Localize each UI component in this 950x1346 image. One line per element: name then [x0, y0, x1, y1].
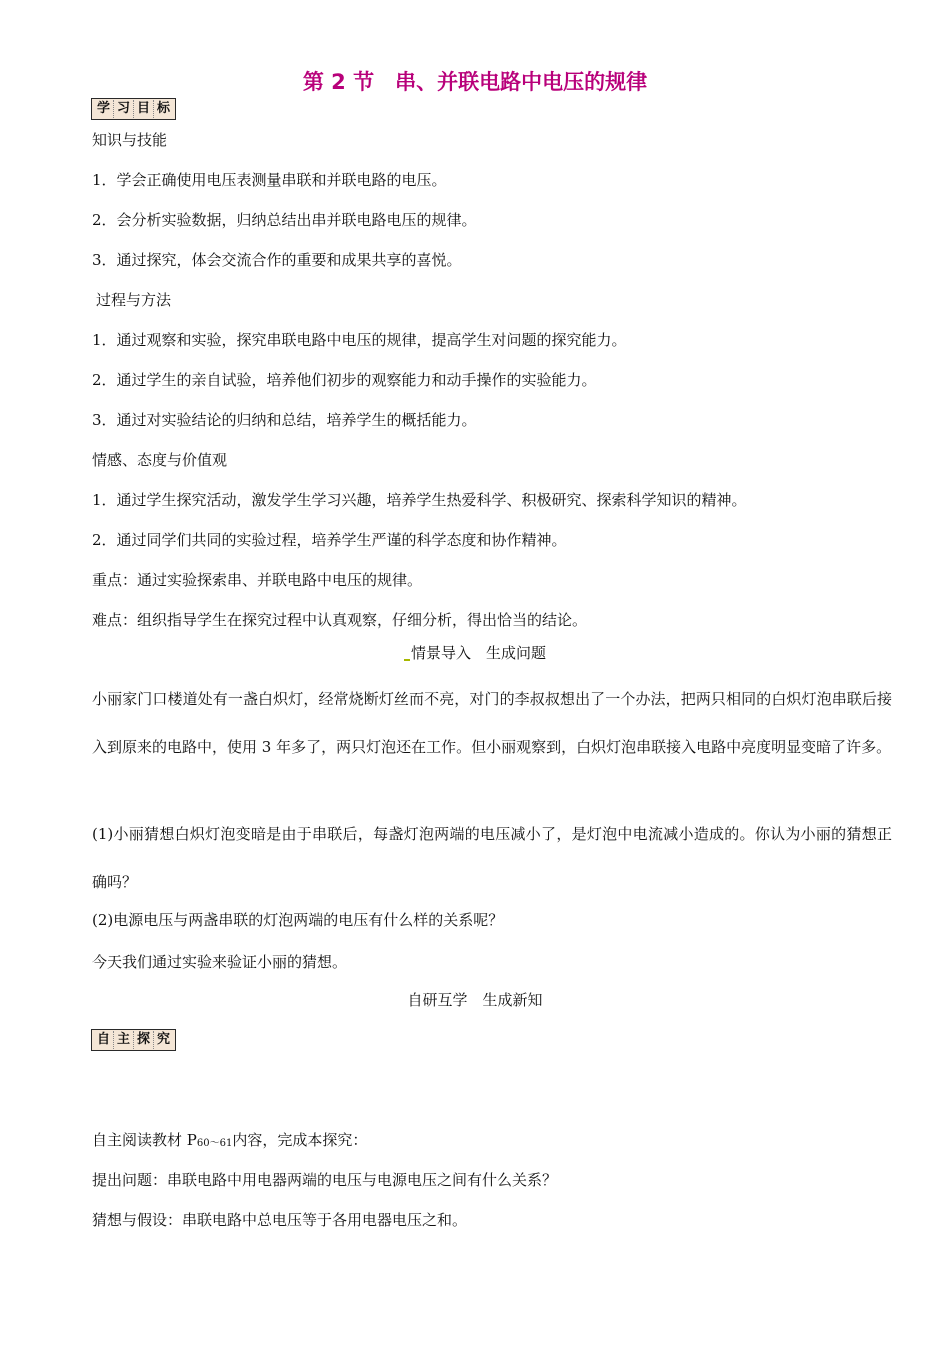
explore-badge	[91, 1029, 176, 1051]
badge-char: 究	[156, 1032, 170, 1047]
process-heading: 过程与方法	[96, 291, 172, 309]
marker-dot	[404, 659, 410, 661]
question-2: (2)电源电压与两盏串联的灯泡两端的电压有什么样的关系呢？	[92, 911, 504, 929]
badge-char: 学	[94, 100, 114, 118]
emotion-item: 2．通过同学们共同的实验过程，培养学生严谨的科学态度和协作精神。	[92, 531, 567, 549]
today-line: 今天我们通过实验来验证小丽的猜想。	[92, 953, 348, 971]
badge-char: 探	[134, 1031, 154, 1049]
badge-char: 自	[94, 1031, 114, 1049]
knowledge-item: 3．通过探究，体会交流合作的重要和成果共享的喜悦。	[92, 251, 462, 269]
badge-char: 标	[156, 101, 170, 116]
hypothesis-statement: 猜想与假设：串联电路中总电压等于各用电器电压之和。	[92, 1211, 468, 1229]
objectives-badge	[91, 98, 176, 120]
badge-char: 习	[114, 100, 134, 118]
page-title: 第 2 节 串、并联电路中电压的规律	[302, 70, 648, 94]
reading-suffix: 内容，完成本探究：	[232, 1131, 368, 1149]
reading-pages: 60～61	[196, 1138, 233, 1149]
badge-char: 目	[134, 100, 154, 118]
section-intro-heading	[0, 643, 950, 663]
process-item: 3．通过对实验结论的归纳和总结，培养学生的概括能力。	[92, 411, 477, 429]
story-paragraph: 小丽家门口楼道处有一盏白炽灯，经常烧断灯丝而不亮，对门的李叔叔想出了一个办法，把两只相同的白炽灯泡串联后接入到原来的电路中，使用 3 年多了，两只灯泡还在工作。但小丽观察到，白炽灯泡串联接入电路中亮度明显变暗了许多。	[92, 690, 892, 756]
knowledge-item: 2．会分析实验数据，归纳总结出串并联电路电压的规律。	[92, 211, 477, 229]
question-1	[92, 810, 892, 906]
process-item: 1．通过观察和实验，探究串联电路中电压的规律，提高学生对问题的探究能力。	[92, 331, 627, 349]
key-point: 重点：通过实验探索串、并联电路中电压的规律。	[92, 571, 423, 589]
section-intro-title: 情景导入 生成问题	[410, 644, 546, 662]
reading-prefix: 自主阅读教材 P	[92, 1131, 197, 1149]
section-study-heading: 自研互学 生成新知	[407, 991, 543, 1009]
difficulty: 难点：组织指导学生在探究过程中认真观察，仔细分析，得出恰当的结论。	[92, 611, 588, 629]
knowledge-item: 1．学会正确使用电压表测量串联和并联电路的电压。	[92, 171, 447, 189]
emotion-item: 1．通过学生探究活动，激发学生学习兴趣，培养学生热爱科学、积极研究、探索科学知识的精神。	[92, 491, 747, 509]
process-item: 2．通过学生的亲自试验，培养他们初步的观察能力和动手操作的实验能力。	[92, 371, 597, 389]
emotion-heading: 情感、态度与价值观	[92, 451, 228, 469]
question-statement: 提出问题：串联电路中用电器两端的电压与电源电压之间有什么关系？	[92, 1171, 558, 1189]
reading-instruction	[92, 1130, 367, 1154]
knowledge-heading: 知识与技能	[92, 131, 168, 149]
question-1-text: (1)小丽猜想白炽灯泡变暗是由于串联后，每盏灯泡两端的电压减小了，是灯泡中电流减小造成的。你认为小丽的猜想正确吗？	[92, 825, 892, 891]
badge-char: 主	[114, 1031, 134, 1049]
